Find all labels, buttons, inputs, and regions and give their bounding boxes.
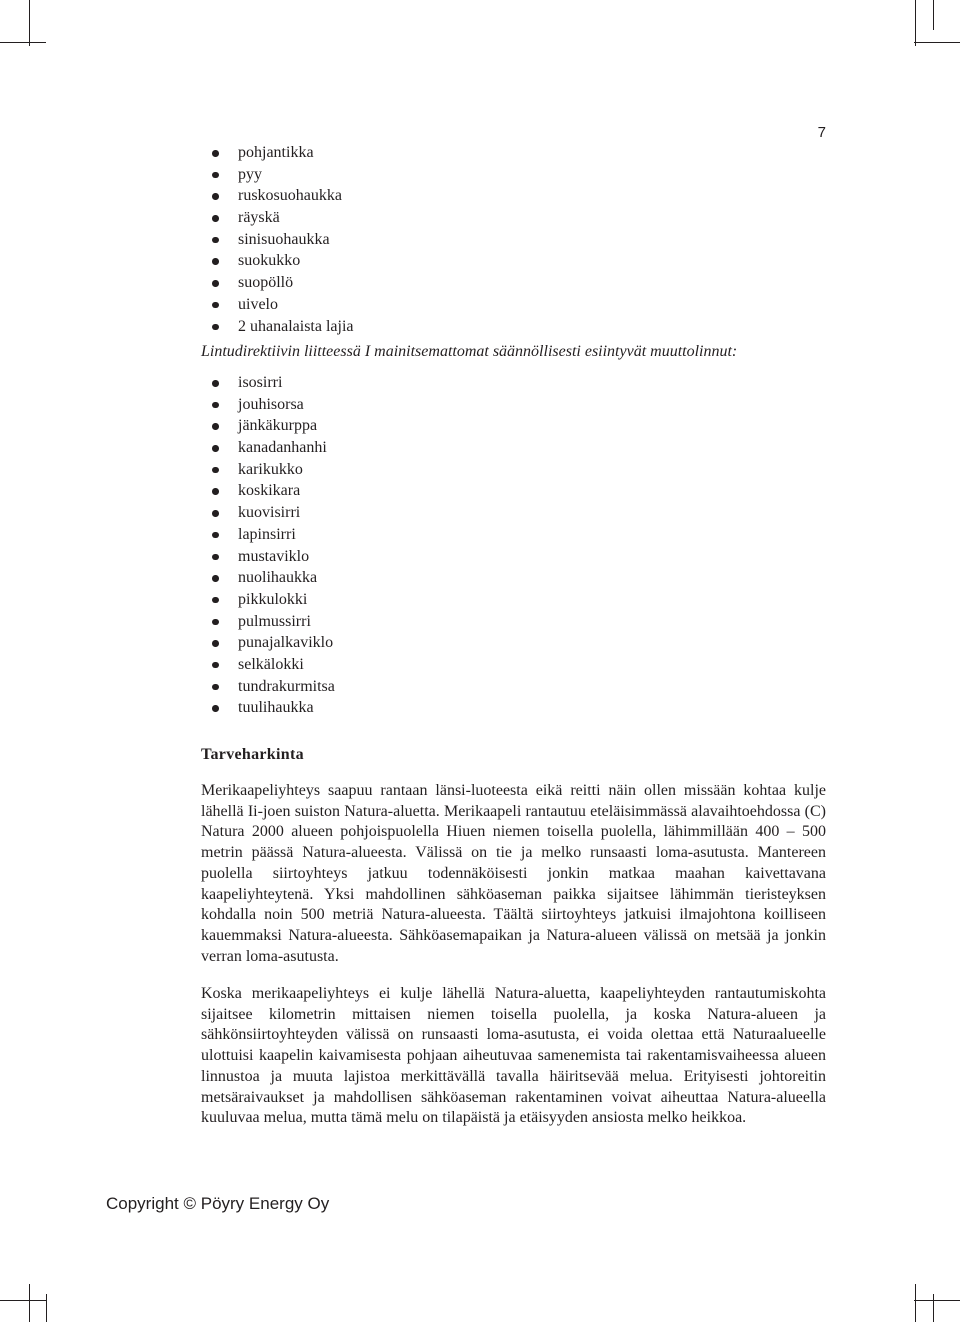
bullet-icon (212, 258, 219, 265)
crop-mark (0, 1300, 46, 1301)
bullet-icon (212, 302, 219, 309)
list-item-label: uivelo (238, 295, 278, 313)
list-item (212, 632, 335, 654)
list-item (212, 697, 335, 719)
bullet-icon (212, 554, 219, 561)
bullet-icon (212, 402, 219, 409)
list-item-label: lapinsirri (238, 525, 296, 543)
crop-mark (29, 0, 30, 46)
list-item (212, 185, 354, 207)
bullet-icon (212, 619, 219, 626)
list-item-label: pulmussirri (238, 612, 311, 630)
list-item-label: tundrakurmitsa (238, 677, 335, 695)
list-item (212, 502, 335, 524)
copyright-footer: Copyright © Pöyry Energy Oy (106, 1194, 330, 1213)
list-subheading: Lintudirektiivin liitteessä I mainitsemattomat säännöllisesti esiintyvät muuttolinnut: (201, 343, 738, 360)
species-list-b (212, 372, 335, 719)
crop-mark (914, 1300, 960, 1301)
bullet-icon (212, 684, 219, 691)
bullet-icon (212, 597, 219, 604)
bullet-icon (212, 662, 219, 669)
list-item-label: pikkulokki (238, 590, 308, 608)
bullet-icon (212, 150, 219, 157)
list-item-label: kanadanhanhi (238, 439, 327, 457)
list-item-label: mustaviklo (238, 547, 310, 565)
list-item-label: karikukko (238, 460, 303, 478)
bullet-icon (212, 215, 219, 222)
list-item-label: sinisuohaukka (238, 230, 330, 248)
bullet-icon (212, 380, 219, 387)
list-item (212, 676, 335, 698)
bullet-icon (212, 172, 219, 179)
bullet-icon (212, 193, 219, 200)
list-item (212, 654, 335, 676)
list-item-label: jouhisorsa (238, 395, 304, 413)
list-item (212, 294, 354, 316)
list-item (212, 229, 354, 251)
list-item-label: räyskä (238, 209, 280, 227)
section-heading: Tarveharkinta (201, 746, 304, 763)
list-item (212, 480, 335, 502)
list-item (212, 164, 354, 186)
list-item-label: pyy (238, 165, 262, 183)
list-item (212, 524, 335, 546)
list-item (212, 459, 335, 481)
list-item (212, 250, 354, 272)
list-item (212, 611, 335, 633)
crop-mark (0, 42, 46, 43)
bullet-icon (212, 510, 219, 517)
list-item-label: 2 uhanalaista lajia (238, 317, 354, 335)
bullet-icon (212, 237, 219, 244)
list-item-label: pohjantikka (238, 144, 314, 161)
list-item-label: jänkäkurppa (238, 417, 318, 435)
list-item (212, 437, 335, 459)
list-item-label: selkälokki (238, 655, 304, 673)
list-item-label: suokukko (238, 252, 301, 270)
list-item-label: nuolihaukka (238, 569, 318, 587)
bullet-icon (212, 640, 219, 647)
list-item (212, 372, 335, 394)
paragraph: Merikaapeliyhteys saapuu rantaan länsi-luoteesta eikä reitti näin ollen missään kohtaa kulje lähellä Ii-joen suiston Natura-aluetta. Merikaapeli rantautuu eteläisimmässä alavaihtoehdossa (C) Natura 2000 alueen pohjoispuolella Hiuen niemen toisella puolella, lähimmillään 400 – 500 metrin päässä Natura-alueesta. Välissä on tie ja melko runsaasti loma-asutusta. Mantereen puolella siirtoyhteys jatkuu todennäköisesti jonkin matkaa maahan kaivettavana kaapeliyhteytenä. Yksi mahdollinen sähköaseman paikka sijaitsee lähimmän tieristeyksen kohdalla noin 500 metriä Natura-alueesta. Täältä siirtoyhteys jatkuisi ilmajohtona koilliseen kauemmaksi Natura-alueesta. Sähköasemapaikan ja Natura-alueen välissä on metsää ja jonkin verran loma-asutusta. (201, 782, 826, 965)
list-item-label: tuulihaukka (238, 699, 314, 717)
bullet-icon (212, 324, 219, 331)
list-item-label: isosirri (238, 374, 283, 391)
crop-mark (46, 1294, 47, 1322)
bullet-icon (212, 532, 219, 539)
bullet-icon (212, 488, 219, 495)
crop-mark (933, 0, 934, 30)
list-item (212, 272, 354, 294)
list-item (212, 142, 354, 164)
list-item-label: koskikara (238, 482, 301, 500)
bullet-icon (212, 445, 219, 452)
list-item-label: ruskosuohaukka (238, 187, 342, 205)
crop-mark (915, 1284, 916, 1322)
page-number: 7 (817, 124, 826, 141)
crop-mark (933, 1294, 934, 1322)
bullet-icon (212, 423, 219, 430)
crop-mark (29, 1284, 30, 1322)
bullet-icon (212, 575, 219, 582)
list-item (212, 415, 335, 437)
list-item (212, 316, 354, 338)
bullet-icon (212, 280, 219, 287)
crop-mark (915, 0, 916, 46)
crop-mark (914, 42, 960, 43)
bullet-icon (212, 467, 219, 474)
paragraph: Koska merikaapeliyhteys ei kulje lähellä Natura-aluetta, kaapeliyhteyden rantautumiskohta sijaitsee kilometrin mittaisen niemen toisella puolella, ja koska Natura-alueen ja sähkönsiirtoyhteyden välissä on runsaasti loma-asutusta, ei voida olettaa että Naturaalueelle ulottuisi kaapelin kaivamisesta pohjaan aiheutuvaa samenemista tai rakentamisvaiheessa alueen linnustoa ja muuta lajistoa merkittävällä tavalla häiritsevää melua. Erityisesti johtoreitin metsäraivaukset ja mahdollisen sähköaseman rakentaminen voivat aiheuttaa Natura-alueella kuuluvaa melua, mutta tämä melu on tilapäistä ja etäisyyden ansiosta melko heikkoa. (201, 985, 826, 1127)
list-item-label: punajalkaviklo (238, 634, 334, 652)
bullet-icon (212, 705, 219, 712)
species-list-a (212, 142, 354, 337)
list-item (212, 546, 335, 568)
list-item (212, 589, 335, 611)
list-item (212, 207, 354, 229)
list-item (212, 394, 335, 416)
list-item-label: kuovisirri (238, 504, 301, 522)
list-item-label: suopöllö (238, 274, 294, 292)
list-item (212, 567, 335, 589)
